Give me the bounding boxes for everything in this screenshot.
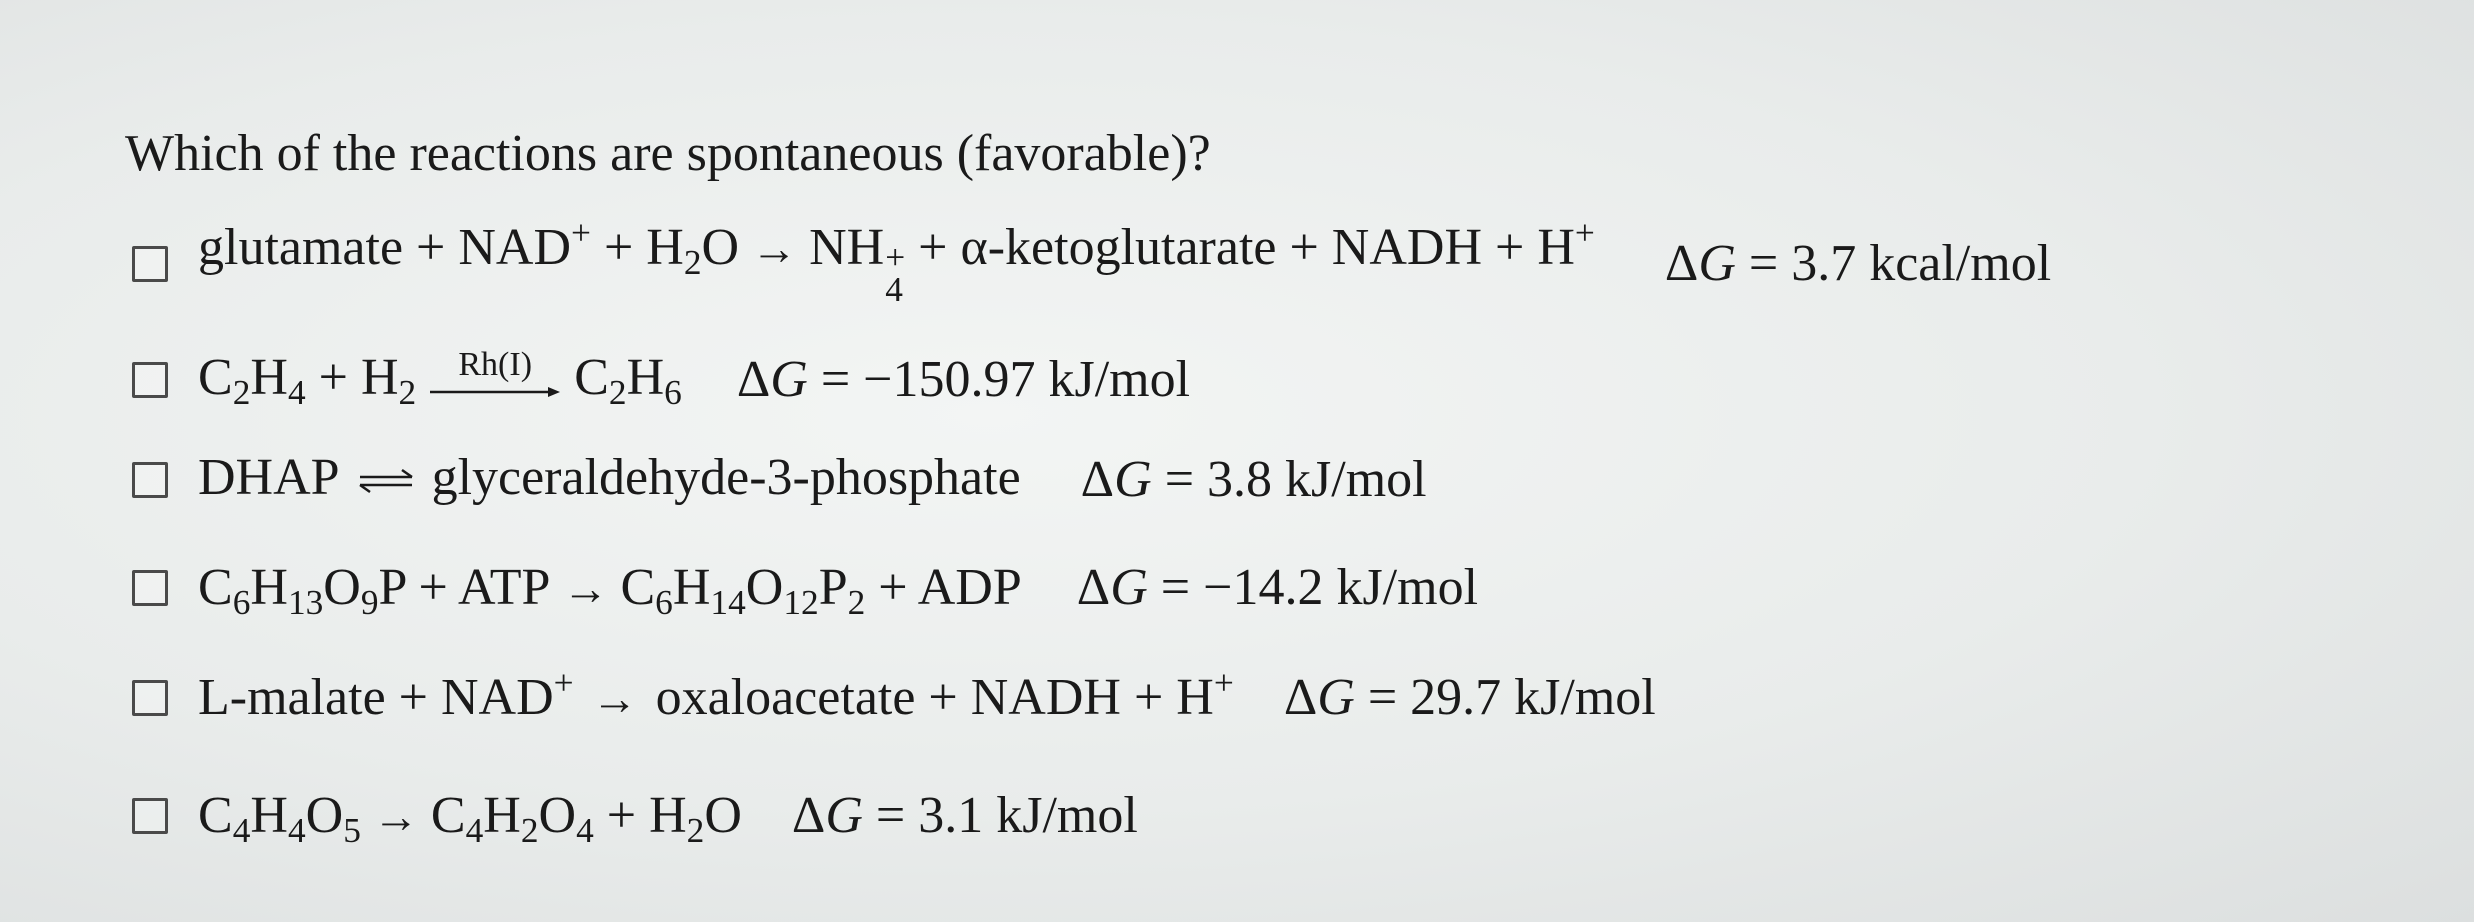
delta-g-4: ΔG = −14.2 kJ/mol (1076, 559, 1479, 616)
delta-g-1: ΔG = 3.7 kcal/mol (1664, 234, 2052, 292)
reaction-equation-3: DHAP glyceraldehyde-3-phosphate (198, 449, 1021, 506)
reaction-equation-2: $C_2H_4 + H_2$ Rh(I) $C_2H_6$ (198, 346, 682, 412)
option-malate-dehydration[interactable] (132, 787, 1138, 850)
checkbox-option-3[interactable] (132, 462, 168, 498)
reaction-arrow: → (562, 563, 609, 614)
reaction-equation-5: L-malate + NAD+ → oxaloacetate + NADH + H+ (198, 662, 1234, 726)
equilibrium-arrow-icon (356, 452, 416, 504)
option-dhap[interactable] (132, 449, 1427, 509)
checkbox-option-2[interactable] (132, 362, 168, 398)
reaction-arrow: → (591, 673, 638, 724)
reaction-arrow: → (751, 223, 798, 274)
option-glutamate[interactable] (132, 212, 2052, 310)
delta-g-3: ΔG = 3.8 kJ/mol (1080, 451, 1427, 509)
checkbox-option-6[interactable] (132, 798, 168, 834)
delta-g-2: ΔG = −150.97 kJ/mol (736, 351, 1191, 409)
option-malate[interactable] (132, 662, 1656, 726)
reaction-equation-6: $C_4H_4O_5 \to C_4H_2O_4 + H_2O$ (198, 787, 742, 850)
catalyst-label: Rh(I) (458, 346, 533, 384)
reaction-equation-1: glutamate + $NAD^+ + H_2O$ → NH + 4 + α-ketoglutarate + NADH + H+ (198, 212, 1595, 310)
question-text: Which of the reactions are spontaneous (favorable)? (125, 125, 1211, 182)
option-fructose-phosphorylation[interactable] (132, 559, 1479, 622)
checkbox-option-4[interactable] (132, 570, 168, 606)
reaction-arrow: → (372, 791, 419, 842)
checkbox-option-5[interactable] (132, 680, 168, 716)
delta-g-6: ΔG = 3.1 kJ/mol (791, 787, 1138, 844)
option-ethylene-hydrogenation[interactable] (132, 346, 1191, 412)
catalyst-arrow (430, 348, 560, 400)
checkbox-option-1[interactable] (132, 246, 168, 282)
reaction-equation-4: $C_6H_{13}O_9P$ + ATP → $C_6H_{14}O_{12}P_2$ + ADP (198, 559, 1022, 622)
delta-g-5: ΔG = 29.7 kJ/mol (1283, 669, 1656, 726)
